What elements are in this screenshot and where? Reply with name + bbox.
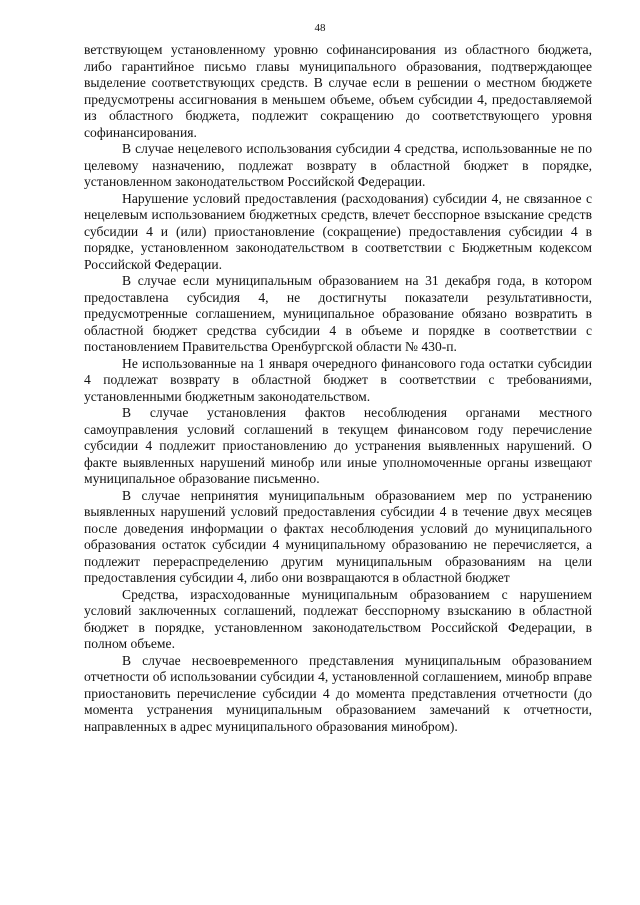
paragraph-unused-balances: Не использованные на 1 января очередного финансового года остатки субсидии 4 подлежат возврату в областной бюджет в соответствии с требованиями, установленными бюджетным законодательством. [84,355,592,404]
paragraph-late-reporting: В случае несвоевременного представления муниципальным образованием отчетности об использовании субсидии 4, установленной соглашением, минобр вправе приостановить перечисление субсидии 4 до момента представления отчетности (до момента устранения муниципальным образованием замечаний к отчетности, направленных в адрес муниципального образования минобром). [84,652,592,734]
paragraph-redistribution: В случае непринятия муниципальным образованием мер по устранению выявленных нарушений условий предоставления субсидии 4 в течение двух месяцев после доведения информации о фактах несоблюдения условий до муниципального образования остаток субсидии 4 муниципальному образованию не перечисляется, а подлежит перераспределению другим муниципальным образованиям на цели предоставления субсидии 4, либо они возвращаются в областной бюджет [84,487,592,585]
paragraph-performance-indicators: В случае если муниципальным образованием на 31 декабря года, в котором предоставлена субсидия 4, не достигнуты показатели результативности, предусмотренные соглашением, муниципальное образование обязано возвратить в областной бюджет средства субсидии 4 в объеме и порядке в соответствии с постановлением Правительства Оренбургской области № 430-п. [84,273,592,354]
paragraph-violation-recovery: Нарушение условий предоставления (расходования) субсидии 4, не связанное с нецелевым использованием бюджетных средств, влечет бесспорное взыскание средств субсидии 4 и (или) приостановление (сокращение) предоставления субсидии 4 в порядке, установленном законодательством в соответствии с Бюджетным кодексом Российской Федерации. [84,190,592,272]
body-text [84,42,592,735]
paragraph-undisputed-recovery: Средства, израсходованные муниципальным образованием с нарушением условий заключенных соглашений, подлежат бесспорному взысканию в областной бюджет в порядке, установленном законодательством Российской Федерации, в полном объеме. [84,586,592,651]
page-number: 48 [314,22,326,34]
paragraph-continuation: ветствующем установленному уровню софинансирования из областного бюджета, либо гарантийное письмо главы муниципального образования, подтверждающее выделение соответствующих средств. В случае если в решении о местном бюджете предусмотрены ассигнования в меньшем объеме, объем субсидии 4, предоставляемой из областного бюджета, подлежит сокращению до соответствующего уровня софинансирования. [84,42,592,140]
paragraph-misuse-return: В случае нецелевого использования субсидии 4 средства, использованные не по целевому назначению, подлежат возврату в областной бюджет в порядке, установленном законодательством Российской Федерации. [84,141,592,189]
paragraph-suspension: В случае установления фактов несоблюдения органами местного самоуправления условий соглашений в текущем финансовом году перечисление субсидии 4 подлежит приостановлению до устранения выявленных нарушений. О факте выявленных нарушений минобр или иные уполномоченные органы извещают муниципальное образование письменно. [84,405,592,486]
